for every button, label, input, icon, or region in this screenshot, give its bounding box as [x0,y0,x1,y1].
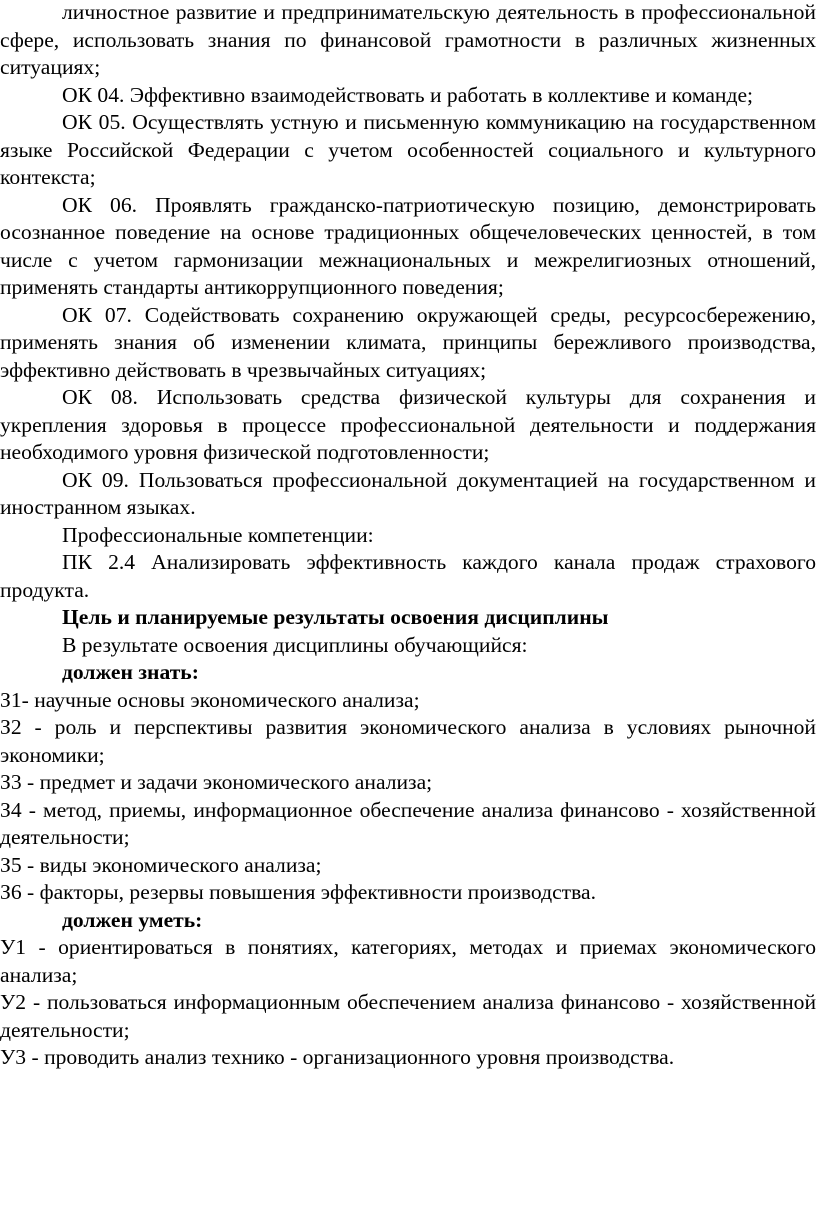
paragraph-ok04: ОК 04. Эффективно взаимодействовать и работать в коллективе и команде; [62,82,754,107]
list-item-z6: З6 - факторы, резервы повышения эффективности производства. [0,880,597,904]
subheading-must-be-able: должен уметь: [62,907,203,932]
list-item-u2: У2 - пользоваться информационным обеспечением анализа финансово - хозяйственной деятельности; [0,990,816,1042]
paragraph-ok09: ОК 09. Пользоваться профессиональной документацией на государственном и иностранном языках. [0,467,816,519]
list-item-u3: У3 - проводить анализ технико - организационного уровня производства. [0,1045,675,1069]
paragraph-ok06: ОК 06. Проявлять гражданско-патриотическую позицию, демонстрировать осознанное поведение на основе традиционных общечеловеческих ценностей, в том числе с учетом гармонизации межнациональных и межрелигиозных отношений, применять стандарты антикоррупционного поведения; [0,192,816,299]
paragraph-ok03-continuation: личностное развитие и предпринимательскую деятельность в профессиональной сфере, использовать знания по финансовой грамотности в различных жизненных ситуациях; [0,0,816,79]
list-item-z4: З4 - метод, приемы, информационное обеспечение анализа финансово - хозяйственной деятельности; [0,797,816,849]
list-item-z2: З2 - роль и перспективы развития экономического анализа в условиях рыночной экономики; [0,715,816,767]
paragraph-pk24: ПК 2.4 Анализировать эффективность каждого канала продаж страхового продукта. [0,550,816,602]
list-item-u1: У1 - ориентироваться в понятиях, категориях, методах и приемах экономического анализа; [0,935,816,987]
list-item-z1: З1- научные основы экономического анализа; [0,687,420,712]
paragraph-ok05: ОК 05. Осуществлять устную и письменную коммуникацию на государственном языке Российской Федерации с учетом особенностей социального и культурного контекста; [0,110,816,189]
list-item-z3: З3 - предмет и задачи экономического анализа; [0,770,433,794]
paragraph-learning-result-intro: В результате освоения дисциплины обучающийся: [62,632,528,657]
list-item-z5: З5 - виды экономического анализа; [0,852,322,877]
heading-professional-competencies: Профессиональные компетенции: [62,522,374,547]
paragraph-ok08: ОК 08. Использовать средства физической культуры для сохранения и укрепления здоровья в процессе профессиональной деятельности и поддержания необходимого уровня физической подготовленности; [0,385,816,464]
subheading-must-know: должен знать: [62,660,199,684]
paragraph-ok07: ОК 07. Содействовать сохранению окружающей среды, ресурсосбережению, применять знания об изменении климата, принципы бережливого производства, эффективно действовать в чрезвычайных ситуациях; [0,302,816,382]
section-heading-goals: Цель и планируемые результаты освоения дисциплины [62,605,609,629]
